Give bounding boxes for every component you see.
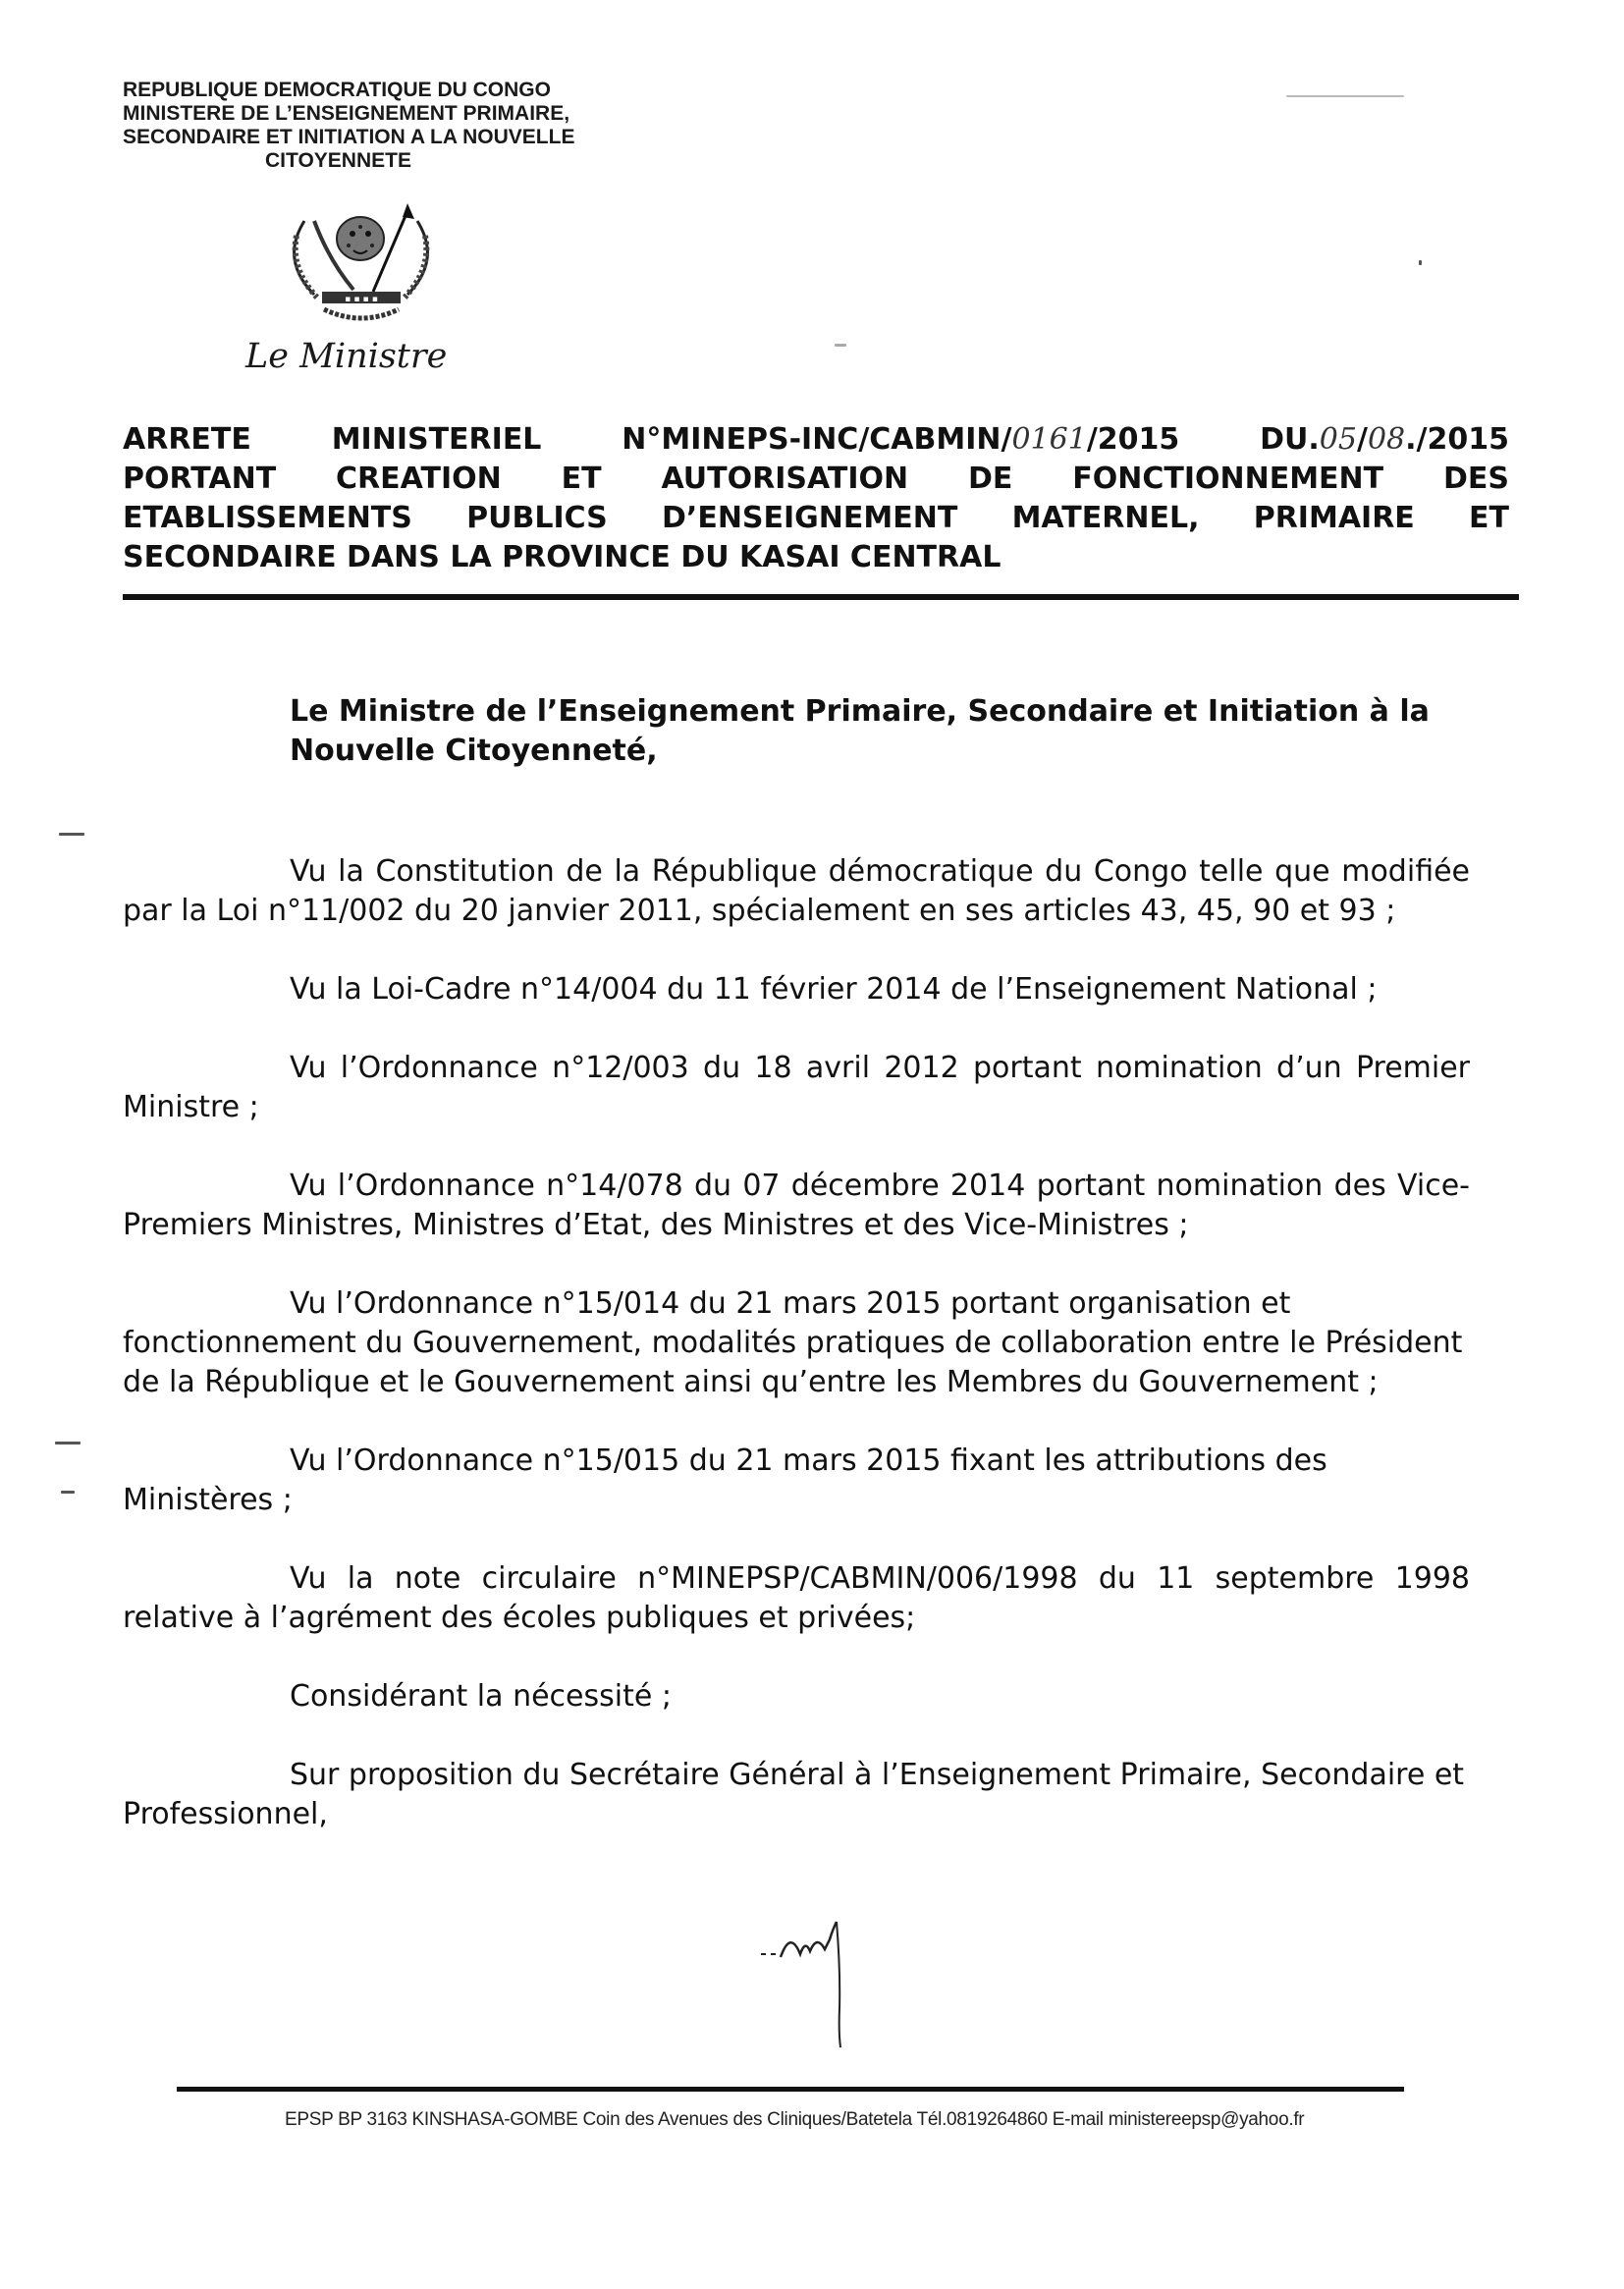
- letterhead-country: REPUBLIQUE DEMOCRATIQUE DU CONGO: [123, 79, 551, 101]
- decree-date-sep: /: [1356, 422, 1368, 457]
- decree-number-handwritten: 0161: [1011, 422, 1087, 457]
- decree-title: [123, 420, 1509, 577]
- footer-address: EPSP BP 3163 KINSHASA-GOMBE Coin des Avenues des Cliniques/Batetela Tél.0819264860 E-mail ministereepsp@yahoo.fr: [285, 2109, 1305, 2130]
- scan-artifact: [55, 1442, 81, 1444]
- paragraph-constitution: Vu la Constitution de la République démocratique du Congo telle que modifiée par la Loi n°11/002 du 20 janvier 2011, spécialement en ses articles 43, 45, 90 et 93 ;: [123, 854, 1470, 928]
- letterhead-ministry-line1: MINISTERE DE L’ENSEIGNEMENT PRIMAIRE,: [123, 102, 570, 125]
- scan-artifact: [835, 344, 846, 347]
- decree-date-year: ./2015: [1405, 422, 1509, 457]
- letterhead-ministry-line2: SECONDAIRE ET INITIATION A LA NOUVELLE: [123, 126, 575, 148]
- decree-title-line4: SECONDAIRE DANS LA PROVINCE DU KASAI CENTRAL: [123, 540, 1001, 574]
- paragraph-proposition: Sur proposition du Secrétaire Général à l’Enseignement Primaire, Secondaire et Professionnel,: [123, 1758, 1465, 1831]
- coat-of-arms-icon: [275, 201, 447, 329]
- minister-intro: Le Ministre de l’Enseignement Primaire, Secondaire et Initiation à la Nouvelle Citoyenneté,: [290, 694, 1430, 768]
- paragraph-ordonnance-gouvernement: Vu l’Ordonnance n°15/014 du 21 mars 2015 portant organisation et fonctionnement du Gouvernement, modalités pratiques de collaboration entre le Président de la République et le Gouvernement ainsi qu’entre les Membres du Gouvernement ;: [123, 1286, 1463, 1399]
- paragraph-ordonnance-premier-ministre: Vu l’Ordonnance n°12/003 du 18 avril 2012 portant nomination d’un Premier Ministre ;: [123, 1051, 1470, 1124]
- decree-ref-prefix: N°MINEPS-INC/CABMIN/: [622, 422, 1012, 457]
- decree-title-line3: ETABLISSEMENTS PUBLICS D’ENSEIGNEMENT MATERNEL, PRIMAIRE ET: [123, 501, 1509, 535]
- paragraph-note-circulaire: Vu la note circulaire n°MINEPSP/CABMIN/006/1998 du 11 septembre 1998 relative à l’agrément des écoles publiques et privées;: [123, 1561, 1470, 1635]
- letterhead: [123, 79, 731, 173]
- footer-divider: [177, 2087, 1404, 2092]
- minister-signature-label: Le Ministre: [245, 337, 448, 376]
- title-word-ministeriel: MINISTERIEL: [331, 422, 542, 457]
- title-word-arrete: ARRETE: [123, 422, 251, 457]
- decree-title-line2: PORTANT CREATION ET AUTORISATION DE FONCTIONNEMENT DES: [123, 462, 1509, 496]
- paragraph-considerant: Considérant la nécessité ;: [290, 1679, 672, 1714]
- decree-reference: [622, 422, 1179, 457]
- decree-date-prefix: DU.: [1260, 422, 1320, 457]
- paragraph-ordonnance-vice-premiers: Vu l’Ordonnance n°14/078 du 07 décembre 2014 portant nomination des Vice-Premiers Ministres, Ministres d’Etat, des Ministres et des Vice-Ministres ;: [123, 1169, 1470, 1242]
- scan-artifact: [1419, 260, 1422, 265]
- scan-artifact: [1286, 95, 1404, 97]
- svg-text:▪ ▪ ▪ ▪: ▪ ▪ ▪ ▪: [345, 295, 378, 304]
- decree-month-handwritten: 08: [1367, 422, 1406, 457]
- scan-artifact: [61, 1491, 75, 1494]
- handwritten-initials-icon: [756, 1910, 864, 2057]
- scan-artifact: [59, 833, 84, 836]
- letterhead-ministry-line3: CITOYENNETE: [265, 149, 411, 172]
- decree-title-line1: [123, 420, 1509, 460]
- paragraph-ordonnance-attributions: Vu l’Ordonnance n°15/015 du 21 mars 2015 fixant les attributions des Ministères ;: [123, 1444, 1327, 1517]
- paragraph-loi-cadre: Vu la Loi-Cadre n°14/004 du 11 février 2014 de l’Enseignement National ;: [290, 972, 1378, 1007]
- title-underline-divider: [123, 594, 1519, 600]
- decree-ref-year: /2015: [1086, 422, 1180, 457]
- decree-date: [1260, 422, 1509, 457]
- decree-day-handwritten: 05: [1319, 422, 1357, 457]
